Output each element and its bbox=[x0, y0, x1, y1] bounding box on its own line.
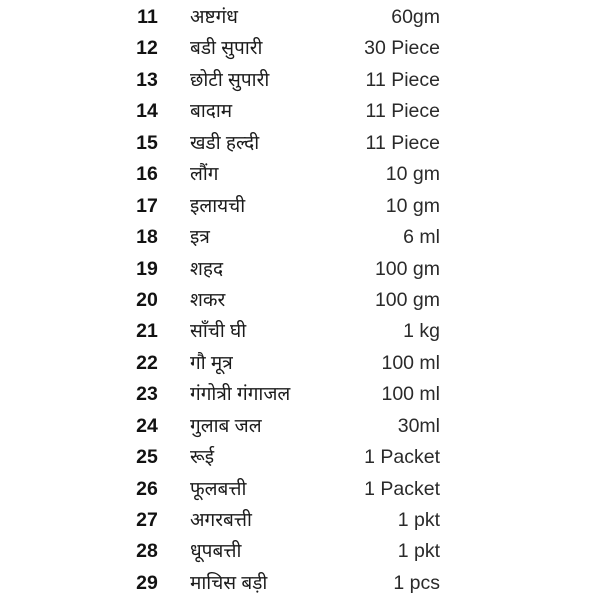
item-index: 11 bbox=[137, 6, 158, 28]
item-index: 26 bbox=[136, 477, 158, 500]
item-name: इलायची bbox=[190, 195, 246, 217]
list-item bbox=[0, 379, 600, 410]
list-item bbox=[0, 191, 600, 222]
item-index: 17 bbox=[136, 194, 158, 217]
item-name: अष्टगंध bbox=[190, 7, 238, 28]
item-name: लौंग bbox=[190, 164, 219, 186]
item-name: बादाम bbox=[190, 101, 233, 123]
list-item bbox=[0, 96, 600, 127]
list-item bbox=[0, 65, 600, 96]
item-quantity: 6 ml bbox=[403, 226, 440, 249]
item-quantity: 1 pcs bbox=[393, 571, 440, 594]
item-name: खडी हल्दी bbox=[190, 132, 260, 154]
list-item bbox=[0, 33, 600, 64]
item-name: गुलाब जल bbox=[190, 415, 262, 437]
item-quantity: 11 Piece bbox=[365, 131, 440, 154]
item-quantity: 1 kg bbox=[403, 320, 440, 343]
item-name: गंगोत्री गंगाजल bbox=[190, 384, 291, 406]
item-name: शहद bbox=[190, 258, 224, 280]
item-name: इत्र bbox=[190, 227, 210, 249]
item-quantity: 11 Piece bbox=[365, 68, 440, 91]
item-quantity: 60gm bbox=[391, 6, 440, 28]
item-name: गौ मूत्र bbox=[190, 352, 233, 374]
item-index: 25 bbox=[136, 446, 158, 469]
item-quantity: 10 gm bbox=[385, 194, 440, 217]
item-name: अगरबत्ती bbox=[190, 510, 252, 531]
item-index: 14 bbox=[136, 100, 158, 123]
item-index: 12 bbox=[136, 37, 158, 60]
item-index: 27 bbox=[136, 509, 158, 531]
item-index: 19 bbox=[136, 257, 158, 280]
item-quantity: 10 gm bbox=[385, 163, 440, 186]
list-item bbox=[0, 316, 600, 347]
item-name: बडी सुपारी bbox=[190, 38, 263, 60]
item-name: छोटी सुपारी bbox=[190, 69, 270, 91]
item-quantity: 30 Piece bbox=[364, 37, 440, 60]
item-quantity: 30ml bbox=[397, 414, 440, 437]
item-quantity: 100 ml bbox=[381, 351, 440, 374]
item-quantity: 1 Packet bbox=[364, 477, 440, 500]
item-name: रूई bbox=[190, 447, 215, 469]
item-index: 24 bbox=[136, 414, 158, 437]
item-quantity: 11 Piece bbox=[365, 100, 440, 123]
item-quantity: 1 pkt bbox=[397, 509, 440, 531]
item-index: 18 bbox=[136, 226, 158, 249]
item-quantity: 1 Packet bbox=[364, 446, 440, 469]
item-name: साँची घी bbox=[190, 321, 247, 343]
list-item bbox=[0, 254, 600, 285]
item-index: 15 bbox=[136, 131, 158, 154]
list-item bbox=[0, 411, 600, 442]
list-item bbox=[0, 285, 600, 316]
item-quantity: 100 gm bbox=[374, 257, 440, 280]
item-quantity: 100 ml bbox=[381, 383, 440, 406]
item-index: 29 bbox=[136, 571, 158, 594]
list-item bbox=[0, 159, 600, 190]
list-item bbox=[0, 348, 600, 379]
list-item bbox=[0, 222, 600, 253]
list-item bbox=[0, 2, 600, 33]
item-index: 21 bbox=[136, 320, 158, 343]
item-quantity: 1 pkt bbox=[397, 540, 440, 563]
item-index: 28 bbox=[136, 540, 158, 563]
item-index: 22 bbox=[136, 351, 158, 374]
list-item bbox=[0, 442, 600, 473]
list-item bbox=[0, 536, 600, 567]
list-item bbox=[0, 505, 600, 536]
item-quantity: 100 gm bbox=[374, 288, 440, 311]
item-name: धूपबत्ती bbox=[190, 541, 242, 563]
item-index: 16 bbox=[136, 163, 158, 186]
item-index: 23 bbox=[136, 383, 158, 406]
item-index: 13 bbox=[136, 68, 158, 91]
item-name: माचिस बड़ी bbox=[190, 572, 268, 594]
item-name: फूलबत्ती bbox=[190, 478, 247, 500]
list-item bbox=[0, 568, 600, 599]
item-index: 20 bbox=[136, 288, 158, 311]
list-item bbox=[0, 128, 600, 159]
item-name: शकर bbox=[190, 289, 226, 311]
list-item bbox=[0, 474, 600, 505]
